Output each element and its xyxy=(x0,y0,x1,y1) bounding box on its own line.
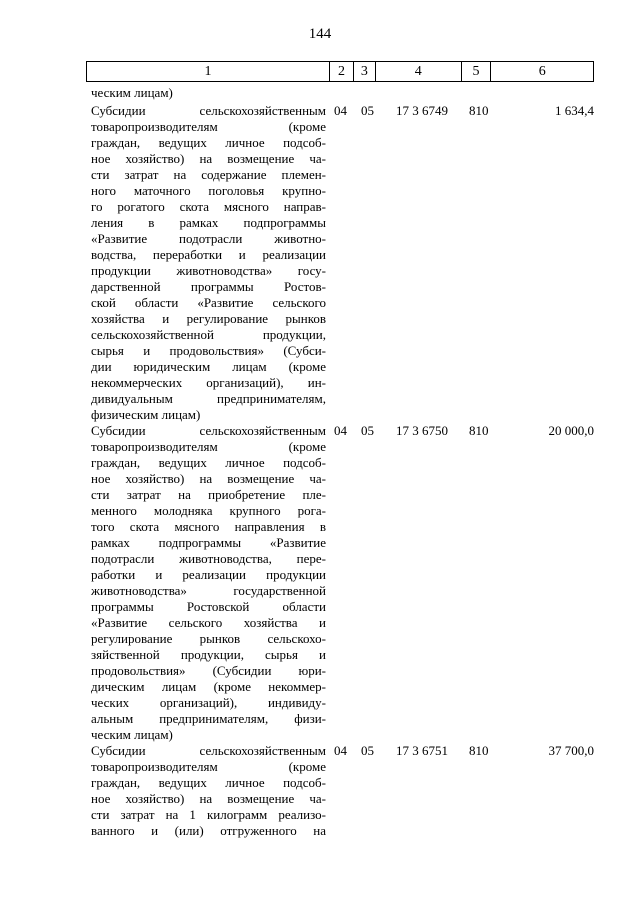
description-line: работки и реализации продукции xyxy=(91,567,326,582)
header-col-2: 2 xyxy=(330,62,354,81)
description-line: менного молодняка крупного рога- xyxy=(91,503,326,518)
row-description xyxy=(91,743,326,839)
description-line: сти затрат на содержание племен- xyxy=(91,167,326,182)
description-line: продукции животноводства» госу- xyxy=(91,263,326,278)
description-line: зяйственной продукции, сырья и xyxy=(91,647,326,662)
description-line: ное хозяйство) на возмещение ча- xyxy=(91,151,326,166)
amount: 1 634,4 xyxy=(555,103,594,118)
description-line: граждан, ведущих личное подсоб- xyxy=(91,775,326,790)
target-article-code: 17 3 6750 xyxy=(396,423,448,438)
description-line: ления в рамках подпрограммы xyxy=(91,215,326,230)
description-line: программы Ростовской области xyxy=(91,599,326,614)
description-line: подотрасли животноводства, пере- xyxy=(91,551,326,566)
description-line: ческим лицам) xyxy=(91,727,173,742)
description-line: регулирование рынков сельскохо- xyxy=(91,631,326,646)
header-col-4: 4 xyxy=(376,62,462,81)
subsection-code: 05 xyxy=(361,103,374,118)
table-header-row xyxy=(86,61,594,82)
expense-type-code: 810 xyxy=(469,743,489,758)
description-line: ное хозяйство) на возмещение ча- xyxy=(91,791,326,806)
description-line: граждан, ведущих личное подсоб- xyxy=(91,135,326,150)
description-line: того скота мясного направления в xyxy=(91,519,326,534)
description-line: сти затрат на 1 килограмм реализо- xyxy=(91,807,326,822)
description-line: водства, переработки и реализации xyxy=(91,247,326,262)
description-line: животноводства» государственной xyxy=(91,583,326,598)
description-line: ческих организаций), индивиду- xyxy=(91,695,326,710)
description-line: товаропроизводителям (кроме xyxy=(91,119,326,134)
description-line: го рогатого скота мясного направ- xyxy=(91,199,326,214)
description-line: сти затрат на приобретение пле- xyxy=(91,487,326,502)
header-col-6: 6 xyxy=(538,63,546,79)
description-line: ванного и (или) отгруженного на xyxy=(91,823,326,838)
subsection-code: 05 xyxy=(361,423,374,438)
table-row xyxy=(86,743,594,839)
description-line: рамках подпрограммы «Развитие xyxy=(91,535,326,550)
description-line: Субсидии сельскохозяйственным xyxy=(91,743,326,758)
description-line: ного маточного поголовья крупно- xyxy=(91,183,326,198)
section-code: 04 xyxy=(334,743,347,758)
page-number: 144 xyxy=(308,26,332,42)
header-col-3: 3 xyxy=(354,62,376,81)
description-line: сельскохозяйственной продукции, xyxy=(91,327,326,342)
description-line: граждан, ведущих личное подсоб- xyxy=(91,455,326,470)
target-article-code: 17 3 6751 xyxy=(396,743,448,758)
header-col-1: 1 xyxy=(87,62,330,81)
description-line: «Развитие сельского хозяйства и xyxy=(91,615,326,630)
description-line: товаропроизводителям (кроме xyxy=(91,759,326,774)
table-row xyxy=(86,103,594,423)
description-line: товаропроизводителям (кроме xyxy=(91,439,326,454)
description-line: продовольствия» (Субсидии юри- xyxy=(91,663,326,678)
row-description xyxy=(91,423,326,743)
header-col-5: 5 xyxy=(462,62,492,81)
expense-type-code: 810 xyxy=(469,423,489,438)
section-code: 04 xyxy=(334,103,347,118)
table-row xyxy=(86,423,594,743)
subsection-code: 05 xyxy=(361,743,374,758)
description-line: хозяйства и регулирование рынков xyxy=(91,311,326,326)
expense-type-code: 810 xyxy=(469,103,489,118)
section-code: 04 xyxy=(334,423,347,438)
description-line: дии юридическим лицам (кроме xyxy=(91,359,326,374)
description-line: дическим лицам (кроме некоммер- xyxy=(91,679,326,694)
description-line: Субсидии сельскохозяйственным xyxy=(91,103,326,118)
description-line: альным предпринимателям, физи- xyxy=(91,711,326,726)
target-article-code: 17 3 6749 xyxy=(396,103,448,118)
description-line: дивидуальным предпринимателям, xyxy=(91,391,326,406)
description-line: физическим лицам) xyxy=(91,407,201,422)
description-line: сырья и продовольствия» (Субси- xyxy=(91,343,326,358)
row-description xyxy=(91,103,326,423)
description-line: дарственной программы Ростов- xyxy=(91,279,326,294)
amount: 20 000,0 xyxy=(548,423,594,438)
description-line: ской области «Развитие сельского xyxy=(91,295,326,310)
description-line: ное хозяйство) на возмещение ча- xyxy=(91,471,326,486)
amount: 37 700,0 xyxy=(548,743,594,758)
description-line: Субсидии сельскохозяйственным xyxy=(91,423,326,438)
continuation-text: ческим лицам) xyxy=(91,85,173,100)
description-line: «Развитие подотрасли животно- xyxy=(91,231,326,246)
description-line: некоммерческих организаций), ин- xyxy=(91,375,326,390)
